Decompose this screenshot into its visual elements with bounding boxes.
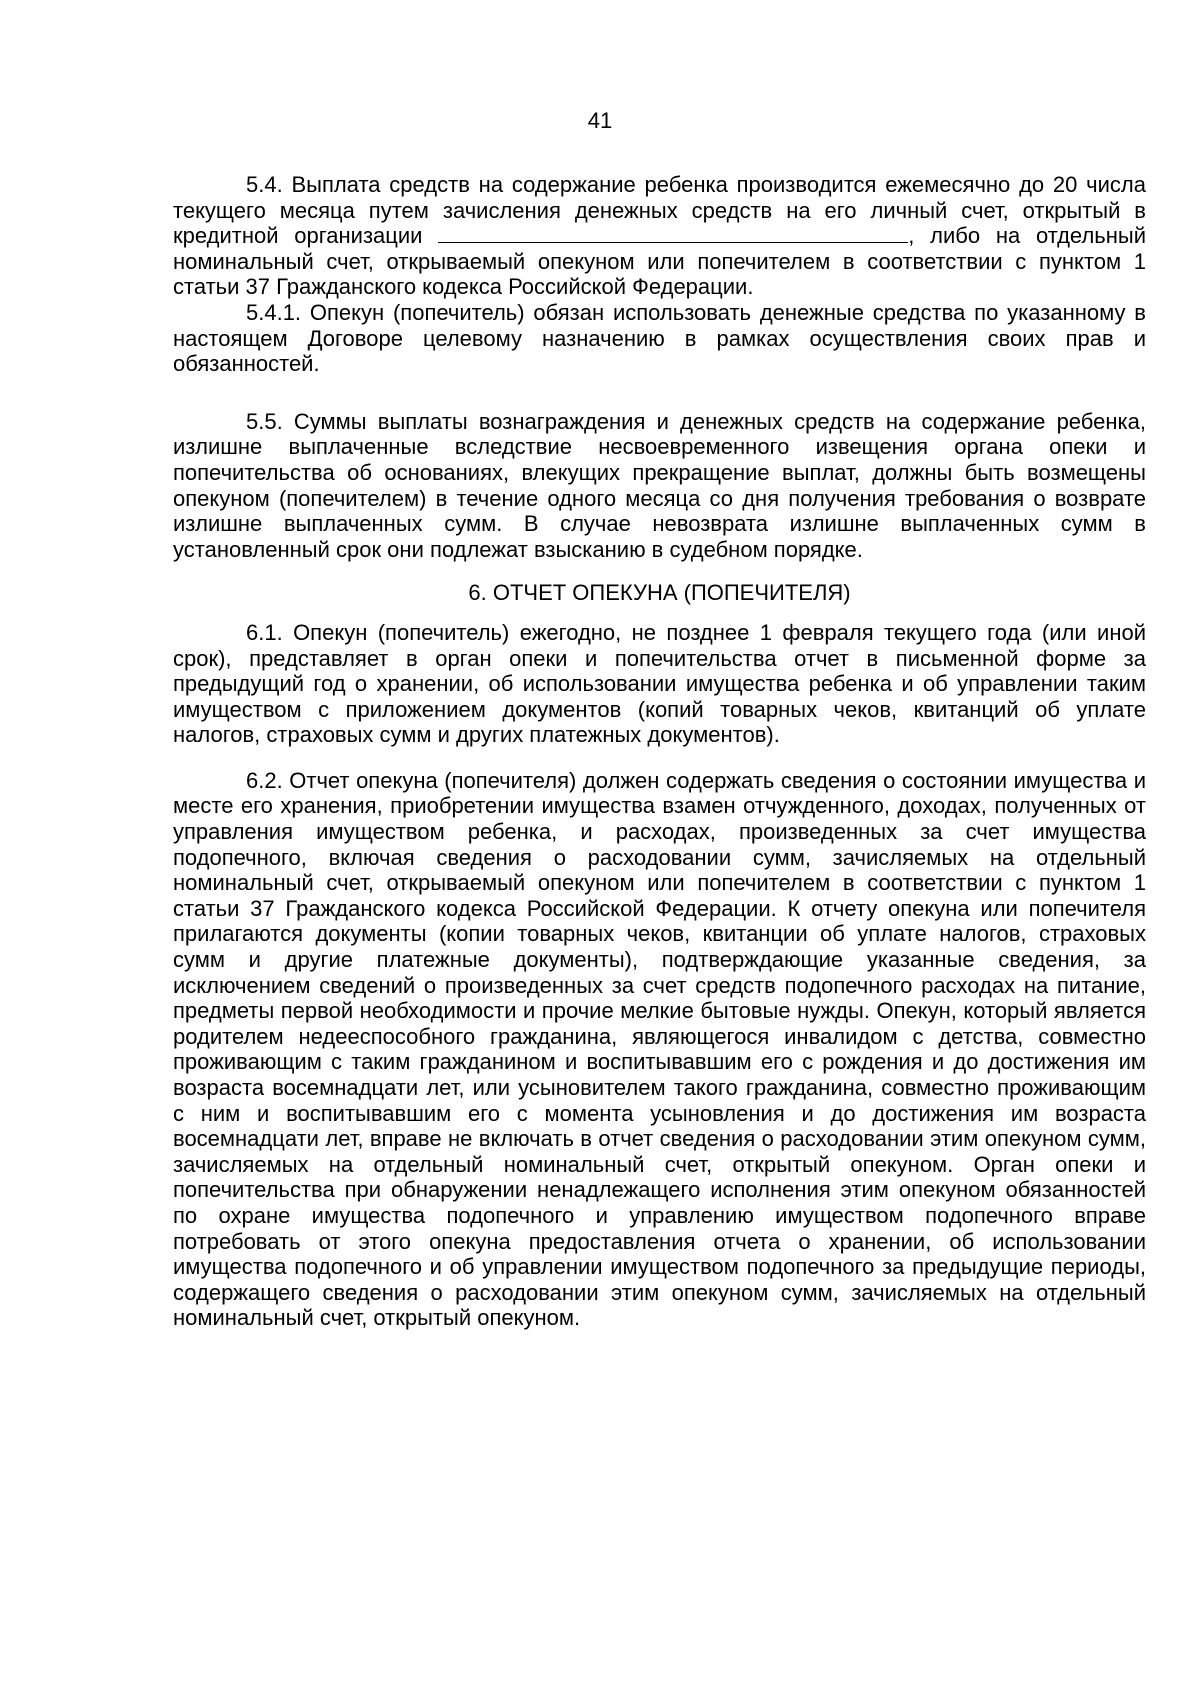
paragraph-5-4-text-b: , либо на отдельный номинальный счет, открываемый опекуном или попечителем в соответствии с пунктом 1 статьи 37 Гражданского кодекса Российской Федерации. — [173, 223, 1146, 300]
section-6-heading: 6. ОТЧЕТ ОПЕКУНА (ПОПЕЧИТЕЛЯ) — [468, 580, 851, 606]
paragraph-5-4-text-a: 5.4. Выплата средств на содержание ребенка производится ежемесячно до 20 числа текущего месяца путем зачисления денежных средств на его личный счет, открытый в кредитной организации — [173, 172, 1146, 249]
page-number: 41 — [587, 108, 613, 133]
paragraph-5-5: 5.5. Суммы выплаты вознаграждения и денежных средств на содержание ребенка, излишне выплаченные вследствие несвоевременного извещения органа опеки и попечительства об основаниях, влекущих прекращение выплат, должны быть возмещены опекуном (попечителем) в течение одного месяца со дня получения требования о возврате излишне выплаченных сумм. В случае невозврата излишне выплаченных сумм в установленный срок они подлежат взысканию в судебном порядке. — [173, 408, 1146, 562]
credit-organization-blank-field — [438, 224, 908, 243]
paragraph-5-4 — [173, 172, 1146, 300]
document-body — [173, 172, 1146, 1331]
paragraph-5-4-1: 5.4.1. Опекун (попечитель) обязан использовать денежные средства по указанному в настоящем Договоре целевому назначению в рамках осуществления своих прав и обязанностей. — [173, 299, 1146, 377]
paragraph-6-2: 6.2. Отчет опекуна (попечителя) должен содержать сведения о состоянии имущества и месте его хранения, приобретении имущества взамен отчужденного, доходах, полученных от управления имуществом ребенка, и расходах, произведенных за счет имущества подопечного, включая сведения о расходовании сумм, зачисляемых на отдельный номинальный счет, открываемый опекуном или попечителем в соответствии с пунктом 1 статьи 37 Гражданского кодекса Российской Федерации. К отчету опекуна или попечителя прилагаются документы (копии товарных чеков, квитанции об уплате налогов, страховых сумм и другие платежные документы), подтверждающие указанные сведения, за исключением сведений о произведенных за счет средств подопечного расходах на питание, предметы первой необходимости и прочие мелкие бытовые нужды. Опекун, который является родителем недееспособного гражданина, являющегося инвалидом с детства, совместно проживающим с таким гражданином и воспитывавшим его с рождения и до достижения им возраста восемнадцати лет, или усыновителем такого гражданина, совместно проживающим с ним и воспитывавшим его с момента усыновления и до достижения им возраста восемнадцати лет, вправе не включать в отчет сведения о расходовании этим опекуном сумм, зачисляемых на отдельный номинальный счет, открытый опекуном. Орган опеки и попечительства при обнаружении ненадлежащего исполнения этим опекуном обязанностей по охране имущества подопечного и управлению имуществом подопечного вправе потребовать от этого опекуна предоставления отчета о хранении, об использовании имущества подопечного и об управлении имуществом подопечного за предыдущие периоды, содержащего сведения о расходовании этим опекуном сумм, зачисляемых на отдельный номинальный счет, открытый опекуном. — [173, 767, 1146, 1331]
paragraph-6-1: 6.1. Опекун (попечитель) ежегодно, не позднее 1 февраля текущего года (или иной срок), представляет в орган опеки и попечительства отчет в письменной форме за предыдущий год о хранении, об использовании имущества ребенка и об управлении таким имуществом с приложением документов (копий товарных чеков, квитанций об уплате налогов, страховых сумм и других платежных документов). — [173, 619, 1146, 748]
